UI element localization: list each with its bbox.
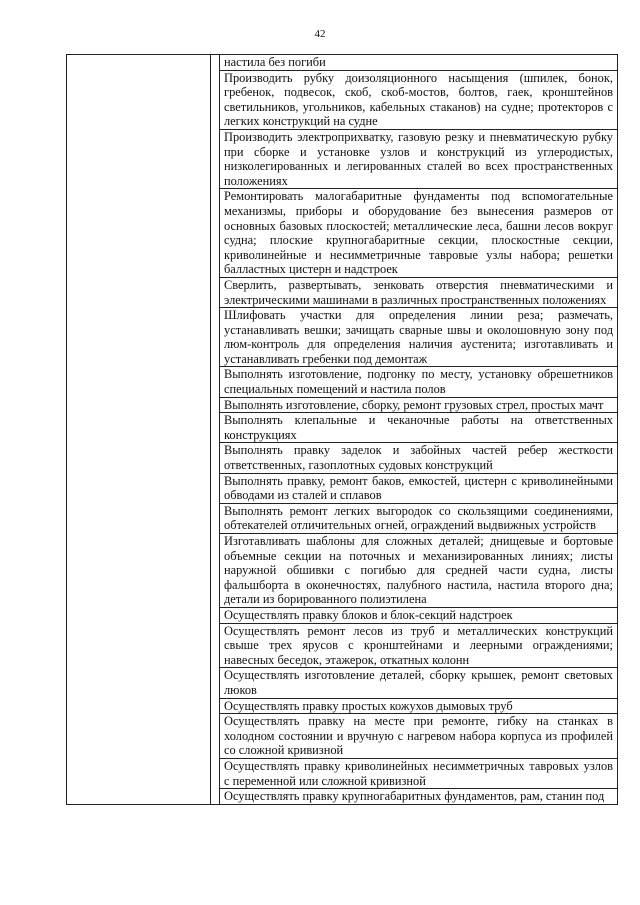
labor-action-cell: Выполнять ремонт легких выгородок со скользящими соединениями, обтекателей отличительных огней, ограждений выдвижных устройств xyxy=(220,503,618,533)
labor-functions-table xyxy=(66,54,618,805)
labor-action-cell: Осуществлять правку крупногабаритных фундаментов, рам, станин под xyxy=(220,789,618,805)
labor-action-cell: Сверлить, развертывать, зенковать отверстия пневматическими и электрическими машинами в различных пространственных положениях xyxy=(220,277,618,307)
table-body xyxy=(67,55,618,805)
labor-action-cell: Шлифовать участки для определения линии реза; размечать, устанавливать вешки; зачищать сварные швы и околошовную зону под люм-контроль для определения наличия аустенита; изготавливать и устанавливать гребенки под демонтаж xyxy=(220,308,618,367)
labor-action-cell: Выполнять клепальные и чеканочные работы на ответственных конструкциях xyxy=(220,413,618,443)
table-row xyxy=(67,55,618,71)
labor-action-cell: Осуществлять правку криволинейных несимметричных тавровых узлов с переменной или сложной кривизной xyxy=(220,758,618,788)
labor-action-cell: Производить рубку доизоляционного насыщения (шпилек, бонок, гребенок, подвесок, скоб, скоб-мостов, болтов, гаек, кронштейнов светильников, угольников, кабельных стаканов) на судне; протекторов с легких конструкций на судне xyxy=(220,70,618,129)
labor-action-cell: Выполнять изготовление, подгонку по месту, установку обрешетников специальных помещений и настила полов xyxy=(220,367,618,397)
labor-action-cell: Выполнять изготовление, сборку, ремонт грузовых стрел, простых мачт xyxy=(220,397,618,413)
labor-action-cell: Выполнять правку, ремонт баков, емкостей, цистерн с криволинейными обводами из сталей и сплавов xyxy=(220,473,618,503)
merged-column-cell-b xyxy=(211,55,220,805)
labor-action-cell: Осуществлять правку блоков и блок-секций надстроек xyxy=(220,607,618,623)
labor-action-cell: Осуществлять ремонт лесов из труб и металлических конструкций свыше трех ярусов с кронштейнами и леерными ограждениями; навесных беседок, этажерок, откатных колонн xyxy=(220,623,618,668)
labor-action-cell: настила без погиби xyxy=(220,55,618,71)
labor-action-cell: Осуществлять изготовление деталей, сборку крышек, ремонт световых люков xyxy=(220,668,618,698)
labor-action-cell: Изготавливать шаблоны для сложных деталей; днищевые и бортовые объемные секции на поточных и механизированных линиях; листы наружной обшивки с погибью для средней части судна, листы фальшборта в оконечностях, палубного настила, настила второго дна; детали из борированного полиэтилена xyxy=(220,534,618,608)
labor-action-cell: Осуществлять правку простых кожухов дымовых труб xyxy=(220,698,618,714)
merged-column-cell-a xyxy=(67,55,211,805)
labor-action-cell: Осуществлять правку на месте при ремонте, гибку на станках в холодном состоянии и вручную с нагревом набора корпуса из профилей со сложной кривизной xyxy=(220,714,618,759)
labor-action-cell: Производить электроприхватку, газовую резку и пневматическую рубку при сборке и установке узлов и конструкций из углеродистых, низколегированных и легированных сталей во всех пространственных положениях xyxy=(220,129,618,188)
labor-action-cell: Ремонтировать малогабаритные фундаменты под вспомогательные механизмы, приборы и оборудование без вынесения размеров от основных базовых плоскостей; металлические леса, башни лесов вокруг судна; плоские крупногабаритные секции, плоскостные секции, криволинейные и несимметричные тавровые узлы набора; решетки балластных цистерн и надстроек xyxy=(220,189,618,278)
page-number: 42 xyxy=(314,28,326,40)
labor-action-cell: Выполнять правку заделок и забойных частей ребер жесткости ответственных, газоплотных судовых конструкций xyxy=(220,443,618,473)
